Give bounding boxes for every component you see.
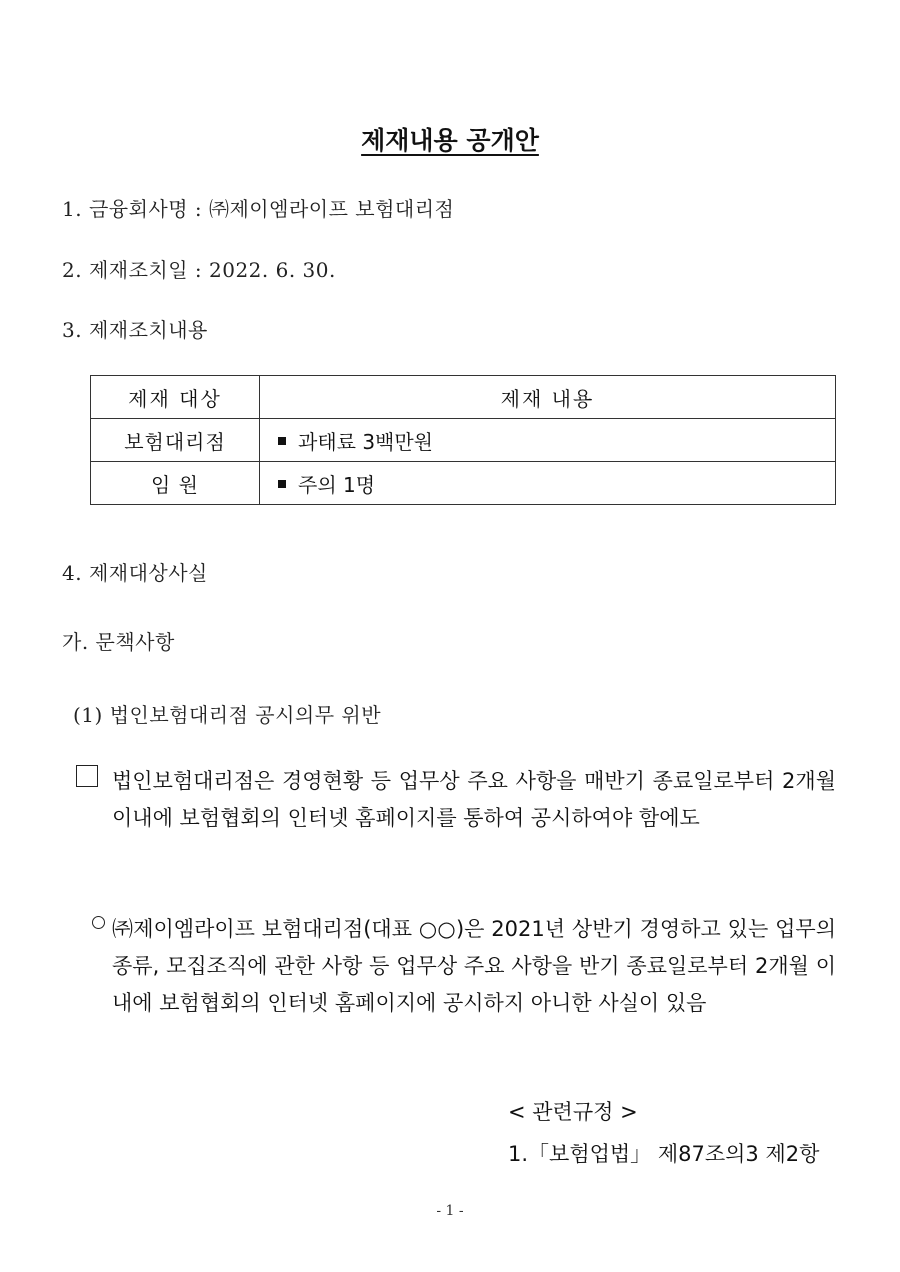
header-target: 제재 대상 — [91, 376, 260, 419]
sanction-facts-heading: 4. 제재대상사실 — [62, 561, 208, 585]
circle-bullet-icon — [92, 916, 105, 929]
section-ga-heading: 가. 문책사항 — [62, 630, 175, 654]
row-content-cell — [260, 419, 836, 462]
checkbox-square-icon — [76, 765, 98, 787]
subsection-heading: (1) 법인보험대리점 공시의무 위반 — [73, 703, 382, 727]
row-target: 보험대리점 — [91, 419, 260, 462]
table-row — [91, 419, 836, 462]
regulation-heading: < 관련규정 > — [508, 1100, 638, 1124]
row-content: 과태료 3백만원 — [298, 429, 434, 454]
company-name-line: 1. 금융회사명 : ㈜제이엠라이프 보험대리점 — [62, 197, 455, 221]
square-bullet-icon — [278, 437, 286, 445]
header-content: 제재 내용 — [260, 376, 836, 419]
table-header-row — [91, 376, 836, 419]
paragraph-requirement: 법인보험대리점은 경영현황 등 업무상 주요 사항을 매반기 종료일로부터 2개월 이내에 보험협회의 인터넷 홈페이지를 통하여 공시하여야 함에도 — [112, 769, 836, 830]
sanction-measures-heading: 3. 제재조치내용 — [62, 318, 208, 342]
page-number: - 1 - — [436, 1203, 464, 1219]
sanctions-table — [90, 375, 836, 505]
paragraph-violation: ㈜제이엠라이프 보험대리점(대표 ○○)은 2021년 상반기 경영하고 있는 업무의 종류, 모집조직에 관한 사항 등 업무상 주요 사항을 반기 종료일로부터 2개월 이내에 보험협회의 인터넷 홈페이지에 공시하지 아니한 사실이 있음 — [112, 917, 836, 1015]
table-row — [91, 462, 836, 505]
row-content: 주의 1명 — [298, 472, 376, 497]
document-title: 제재내용 공개안 — [361, 126, 539, 155]
sanction-date-line: 2. 제재조치일 : 2022. 6. 30. — [62, 258, 336, 282]
regulation-item: 1.「보험업법」 제87조의3 제2항 — [508, 1142, 820, 1166]
square-bullet-icon — [278, 480, 286, 488]
row-target: 임 원 — [91, 462, 260, 505]
row-content-cell — [260, 462, 836, 505]
